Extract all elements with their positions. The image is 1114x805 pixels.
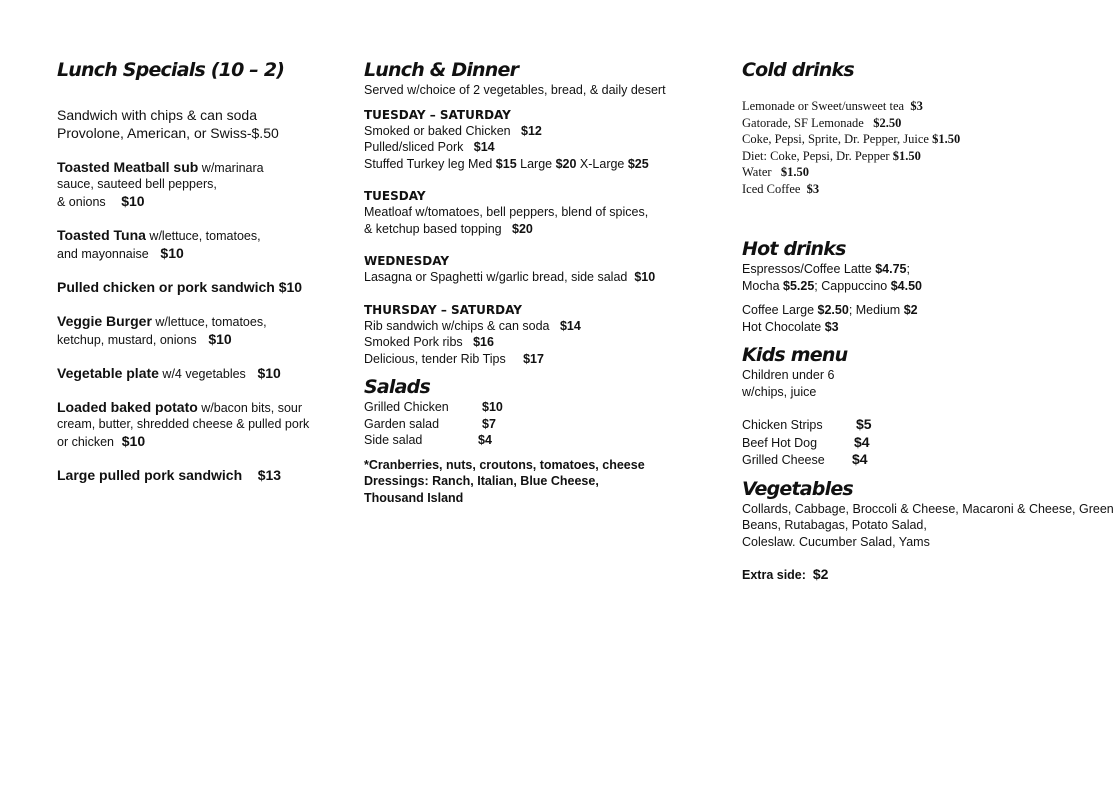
cold-drinks-title: Cold drinks: [742, 59, 854, 81]
meatball-desc-3: & onions: [57, 195, 106, 209]
meatball-desc: w/marinara: [198, 161, 264, 175]
menu-item-text: Hot Chocolate: [742, 319, 825, 334]
meatball-price-line: [57, 192, 352, 210]
menu-item-text: Diet: Coke, Pepsi, Dr. Pepper: [742, 148, 893, 163]
tuna-price-line: [57, 244, 352, 262]
hot-drinks-title: Hot drinks: [742, 238, 846, 260]
lunch-dinner-subtitle: Served w/choice of 2 vegetables, bread, & daily desert: [364, 83, 666, 97]
menu-item-price: $20: [512, 221, 533, 236]
menu-item-text: Water: [742, 165, 772, 179]
menu-line: [364, 318, 729, 335]
salad-dressings-2: Thousand Island: [364, 490, 464, 505]
menu-item-text: Chicken Strips: [742, 418, 823, 432]
menu-line: [742, 181, 1024, 198]
wednesday-label: WEDNESDAY: [364, 254, 450, 268]
menu-line: [742, 302, 1024, 319]
baked-potato-item: [57, 398, 352, 416]
extra-side-price: $2: [812, 566, 829, 582]
menu-line: [364, 123, 729, 140]
menu-item-text: Smoked Pork ribs: [364, 335, 463, 349]
potato-name: Loaded baked potato: [57, 399, 198, 415]
menu-item-price: $14: [559, 318, 581, 333]
salad-dressings: Dressings: Ranch, Italian, Blue Cheese,: [364, 474, 599, 488]
meatball-item: [57, 158, 352, 176]
veggie-price: $10: [208, 331, 232, 347]
menu-item-text: Lasagna or Spaghetti w/garlic bread, side salad: [364, 270, 628, 284]
menu-line: [364, 351, 729, 368]
potato-desc: w/bacon bits, sour: [197, 401, 303, 415]
menu-line: [364, 139, 729, 156]
menu-line: Espressos/Coffee Latte $4.75;: [742, 262, 910, 276]
menu-item-text: Grilled Chicken: [364, 400, 449, 414]
cheese-option-line: Provolone, American, or Swiss-$.50: [57, 125, 279, 141]
menu-item-price: $4.75: [875, 262, 907, 276]
meatball-name: Toasted Meatball sub: [57, 159, 199, 175]
menu-item-text: Gatorade, SF Lemonade: [742, 115, 864, 130]
menu-item-text: Garden salad: [364, 416, 440, 431]
menu-item-text: Coke, Pepsi, Sprite, Dr. Pepper, Juice: [742, 132, 933, 146]
lunch-dinner-title: Lunch & Dinner: [364, 59, 519, 81]
menu-item-price: $1.50: [892, 148, 921, 163]
menu-item-price: $15: [495, 156, 517, 171]
menu-item-price: $4.50: [890, 278, 922, 293]
menu-item-text: Pulled/sliced Pork: [364, 140, 464, 154]
menu-line: [742, 164, 1024, 181]
menu-item-price: $2.50: [873, 115, 902, 130]
extra-side-line: [742, 566, 1024, 584]
tuna-name: Toasted Tuna: [57, 227, 146, 243]
vegetables-title: Vegetables: [742, 477, 853, 500]
salad-toppings: *Cranberries, nuts, croutons, tomatoes, cheese: [364, 457, 645, 472]
menu-item-price: $5: [856, 416, 872, 432]
menu-line: [742, 278, 1024, 295]
tuesday-label: TUESDAY: [364, 189, 426, 203]
menu-item-price: $4: [854, 433, 870, 450]
menu-item-price: $10: [482, 400, 503, 414]
menu-item-price: $20: [555, 156, 577, 171]
thu-sat-label: THURSDAY – SATURDAY: [364, 302, 522, 317]
extra-side-label: Extra side:: [742, 568, 806, 582]
menu-line: [364, 269, 729, 286]
veggie-name: Veggie Burger: [57, 313, 152, 329]
tue-sat-label: TUESDAY – SATURDAY: [364, 107, 511, 122]
menu-item-text: Espressos/Coffee Latte: [742, 262, 876, 276]
menu-item-price: $16: [473, 335, 494, 349]
menu-item-text: Grilled Cheese: [742, 453, 825, 467]
menu-line: [742, 98, 1024, 115]
menu-item-text: ; Cappuccino: [814, 278, 891, 293]
menu-item-price: $10: [634, 270, 656, 284]
menu-item-text: Coffee Large: [742, 303, 818, 317]
kids-age-note: Children under 6: [742, 368, 835, 382]
meatball-desc-2: sauce, sauteed bell peppers,: [57, 177, 217, 191]
menu-item-text: Smoked or baked Chicken: [364, 123, 511, 138]
menu-item-price: $3: [806, 181, 820, 196]
menu-line: [364, 334, 729, 351]
menu-item-price: $3: [824, 319, 839, 334]
tuna-item: [57, 226, 352, 244]
menu-item-text: Lemonade or Sweet/unsweet tea: [742, 99, 905, 113]
menu-item-price: $4: [478, 433, 492, 447]
vegplate-name: Vegetable plate: [57, 365, 159, 381]
vegetable-plate-item: [57, 364, 352, 382]
menu-item-text: Delicious, tender Rib Tips: [364, 351, 506, 366]
vegplate-desc: w/4 vegetables: [158, 367, 246, 381]
menu-item-text: ; Medium: [848, 303, 904, 317]
lunch-specials-section: [57, 58, 352, 484]
tuna-desc-2: and mayonnaise: [57, 247, 149, 261]
menu-item-text: & ketchup based topping: [364, 221, 502, 236]
veggie-desc: w/lettuce, tomatoes,: [151, 315, 267, 329]
menu-item-text: Mocha: [742, 278, 783, 293]
veggie-burger-item: [57, 312, 352, 330]
menu-item-text: Side salad: [364, 433, 423, 447]
menu-line: [364, 156, 729, 173]
sandwich-line: Sandwich with chips & can soda: [57, 107, 257, 123]
menu-line: [742, 148, 1024, 165]
kids-menu-title: Kids menu: [742, 344, 848, 366]
vegetables-list-3: Coleslaw. Cucumber Salad, Yams: [742, 534, 930, 549]
menu-item-text: Iced Coffee: [742, 181, 801, 196]
menu-item-text: Beef Hot Dog: [742, 435, 818, 450]
menu-item-price: $1.50: [780, 165, 810, 179]
menu-item-text: Large: [516, 156, 556, 171]
kids-includes-note: w/chips, juice: [742, 384, 817, 399]
veggie-price-line: [57, 330, 352, 348]
tuna-desc: w/lettuce, tomatoes,: [145, 229, 261, 243]
menu-line: [364, 399, 729, 416]
menu-line: [742, 451, 1024, 469]
large-pulled-pork-item: [57, 466, 352, 484]
menu-line: [742, 131, 1024, 148]
menu-item-price: $3: [910, 99, 923, 113]
menu-item-price: $7: [482, 416, 496, 431]
potato-desc-2: cream, butter, shredded cheese & pulled pork: [57, 417, 310, 431]
menu-item-price: $12: [521, 123, 542, 138]
menu-item-price: $17: [523, 351, 544, 366]
meatball-price: $10: [121, 193, 145, 209]
menu-item-price: $1.50: [932, 132, 961, 146]
menu-item-price: $5.25: [783, 278, 815, 293]
large-price: $13: [257, 467, 282, 483]
menu-line: [742, 319, 1024, 336]
menu-item-price: $2: [903, 303, 918, 317]
lunch-dinner-section: [364, 58, 729, 506]
menu-line: [364, 432, 729, 449]
menu-item-text: Stuffed Turkey leg Med: [364, 156, 496, 171]
menu-line: [742, 416, 1024, 434]
potato-price-line: [57, 432, 352, 450]
lunch-specials-title: Lunch Specials (10 – 2): [57, 59, 285, 81]
menu-item-price: $25: [627, 156, 649, 171]
menu-line: [742, 115, 1024, 132]
veggie-desc-2: ketchup, mustard, onions: [57, 333, 197, 347]
menu-item-price: $2.50: [817, 303, 849, 317]
menu-item-text: Rib sandwich w/chips & can soda: [364, 318, 550, 333]
drinks-section: [742, 58, 1114, 584]
meatloaf-line: Meatloaf w/tomatoes, bell peppers, blend of spices,: [364, 205, 649, 219]
salads-title: Salads: [364, 376, 430, 398]
menu-item-price: $14: [473, 140, 495, 154]
menu-line: [742, 434, 1024, 452]
pulled-sandwich-item: Pulled chicken or pork sandwich $10: [57, 279, 303, 295]
potato-price: $10: [121, 433, 146, 449]
vegetables-list-2: Beans, Rutabagas, Potato Salad,: [742, 518, 927, 532]
vegetables-list: Collards, Cabbage, Broccoli & Cheese, Macaroni & Cheese, Green: [742, 501, 1114, 516]
menu-line: [364, 416, 729, 433]
menu-item-text: X-Large: [576, 156, 628, 171]
large-name: Large pulled pork sandwich: [57, 467, 243, 483]
menu-line: [364, 221, 729, 238]
potato-desc-3: or chicken: [57, 435, 114, 449]
vegplate-price: $10: [257, 365, 281, 381]
menu-item-price: $4: [852, 451, 868, 467]
tuna-price: $10: [160, 245, 184, 261]
